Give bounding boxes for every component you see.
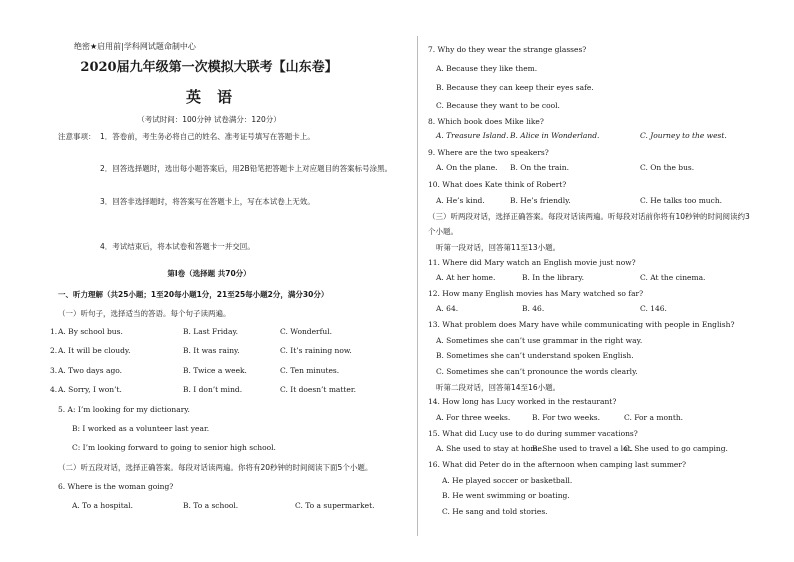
q4-option-a: A. Sorry, I won’t.	[58, 385, 122, 394]
q11-option-a: A. At her home.	[436, 273, 496, 282]
q3-option-c: C. Ten minutes.	[280, 366, 340, 375]
q9-stem: 9. Where are the two speakers?	[428, 148, 549, 157]
q10-stem: 10. What does Kate think of Robert?	[428, 180, 567, 189]
notes-label: 注意事项：	[58, 132, 96, 141]
q11-option-c: C. At the cinema.	[640, 273, 706, 282]
q2-option-a: A. It will be cloudy.	[58, 346, 131, 355]
note-line-3: 3．回答非选择题时，将答案写在答题卡上，写在本试卷上无效。	[100, 197, 315, 206]
q5-option-b: B: I worked as a volunteer last year.	[72, 424, 210, 433]
exam-title: 2020届九年级第一次模拟大联考【山东卷】	[80, 60, 338, 75]
q16-stem: 16. What did Peter do in the afternoon when camping last summer?	[428, 460, 686, 469]
q6-option-c: C. To a supermarket.	[295, 501, 375, 510]
dialogue-2-instruction: 听第二段对话，回答第14至16小题。	[436, 383, 561, 392]
q3-option-b: B. Twice a week.	[183, 366, 247, 375]
q8-option-b: B. Alice in Wonderland.	[510, 131, 600, 140]
q9-option-c: C. On the bus.	[640, 163, 695, 172]
q8-option-a: A. Treasure Island.	[436, 131, 509, 140]
q6-option-a: A. To a hospital.	[72, 501, 134, 510]
q3-option-a: A. Two days ago.	[58, 366, 123, 375]
right-column	[418, 0, 794, 562]
q2-number: 2.	[50, 346, 58, 355]
dialogue-1-instruction: 听第一段对话，回答第11至13小题。	[436, 243, 561, 252]
secret-mark: 绝密★启用前|学科网试题命制中心	[74, 42, 196, 51]
q15-option-a: A. She used to stay at home.	[436, 444, 545, 453]
q9-option-b: B. On the train.	[510, 163, 569, 172]
question-1-row: A. By school bus.	[58, 327, 123, 336]
q16-option-a: A. He played soccer or basketball.	[442, 476, 573, 485]
q6-option-b: B. To a school.	[183, 501, 239, 510]
q8-option-c: C. Journey to the west.	[640, 131, 727, 140]
q11-option-b: B. In the library.	[522, 273, 584, 282]
q2-option-c: C. It’s raining now.	[280, 346, 352, 355]
q1-number: 1.	[50, 327, 58, 336]
q4-option-c: C. It doesn’t matter.	[280, 385, 357, 394]
q14-option-a: A. For three weeks.	[436, 413, 511, 422]
q15-option-b: B. She used to travel a lot.	[532, 444, 633, 453]
subject-title: 英语	[185, 88, 248, 106]
q7-option-b: B. Because they can keep their eyes safe.	[436, 83, 594, 92]
q7-option-a: A. Because they like them.	[436, 64, 538, 73]
q13-option-a: A. Sometimes she can’t use grammar in the right way.	[436, 336, 643, 345]
q7-option-c: C. Because they want to be cool.	[436, 101, 560, 110]
note-line-4: 4．考试结束后，将本试卷和答题卡一并交回。	[100, 242, 255, 251]
q1-option-c: C. Wonderful.	[280, 327, 332, 336]
q14-option-c: C. For a month.	[624, 413, 684, 422]
note-line-2: 2．回答选择题时，选出每小题答案后，用2B铅笔把答题卡上对应题目的答案标号涂黑。	[100, 164, 393, 173]
q6-stem: 6. Where is the woman going?	[58, 482, 174, 491]
q12-option-c: C. 146.	[640, 304, 667, 313]
q12-stem: 12. How many English movies has Mary watched so far?	[428, 289, 644, 298]
q14-option-b: B. For two weeks.	[532, 413, 600, 422]
q13-stem: 13. What problem does Mary have while communicating with people in English?	[428, 320, 735, 329]
q11-stem: 11. Where did Mary watch an English movie just now?	[428, 258, 636, 267]
q5-option-c: C: I’m looking forward to going to senior high school.	[72, 443, 276, 452]
q10-option-c: C. He talks too much.	[640, 196, 723, 205]
q16-option-b: B. He went swimming or boating.	[442, 491, 570, 500]
subsection-3-instructions: （三）听两段对话，选择正确答案。每段对话读两遍。听每段对话前你将有10秒钟的时间阅读约3	[428, 212, 750, 221]
q12-option-b: B. 46.	[522, 304, 545, 313]
q13-option-c: C. Sometimes she can’t pronounce the words clearly.	[436, 367, 638, 376]
q10-option-b: B. He’s friendly.	[510, 196, 571, 205]
note-line-1: 1．答卷前，考生务必将自己的姓名、准考证号填写在答题卡上。	[100, 132, 315, 141]
q5-stem: 5. A: I’m looking for my dictionary.	[58, 405, 190, 414]
q2-option-b: B. It was rainy.	[183, 346, 240, 355]
q14-stem: 14. How long has Lucy worked in the restaurant?	[428, 397, 617, 406]
q8-stem: 8. Which book does Mike like?	[428, 117, 544, 126]
q16-option-c: C. He sang and told stories.	[442, 507, 548, 516]
q10-option-a: A. He’s kind.	[436, 196, 485, 205]
q7-stem: 7. Why do they wear the strange glasses?	[428, 45, 587, 54]
q4-number: 4.	[50, 385, 58, 394]
subsection-3-instructions-cont: 个小题。	[428, 227, 458, 236]
q12-option-a: A. 64.	[436, 304, 459, 313]
q3-number: 3.	[50, 366, 58, 375]
q1-option-b: B. Last Friday.	[183, 327, 239, 336]
section-listening-title: 一、听力理解（共25小题；1至20每小题1分，21至25每小题2分，满分30分）	[58, 290, 329, 299]
exam-info: （考试时间：100分钟 试卷满分：120分）	[137, 115, 281, 124]
part-one-title: 第Ⅰ卷（选择题 共70分）	[167, 269, 251, 278]
subsection-2-instructions: （二）听五段对话，选择正确答案。每段对话读两遍。你将有20秒钟的时间阅读下面5个小题。	[58, 463, 373, 472]
q13-option-b: B. Sometimes she can’t understand spoken English.	[436, 351, 634, 360]
subsection-1-instructions: （一）听句子，选择适当的答语。每个句子读两遍。	[58, 309, 231, 318]
q15-option-c: C. She used to go camping.	[624, 444, 728, 453]
q4-option-b: B. I don’t mind.	[183, 385, 243, 394]
q9-option-a: A. On the plane.	[436, 163, 498, 172]
q15-stem: 15. What did Lucy use to do during summer vacations?	[428, 429, 638, 438]
